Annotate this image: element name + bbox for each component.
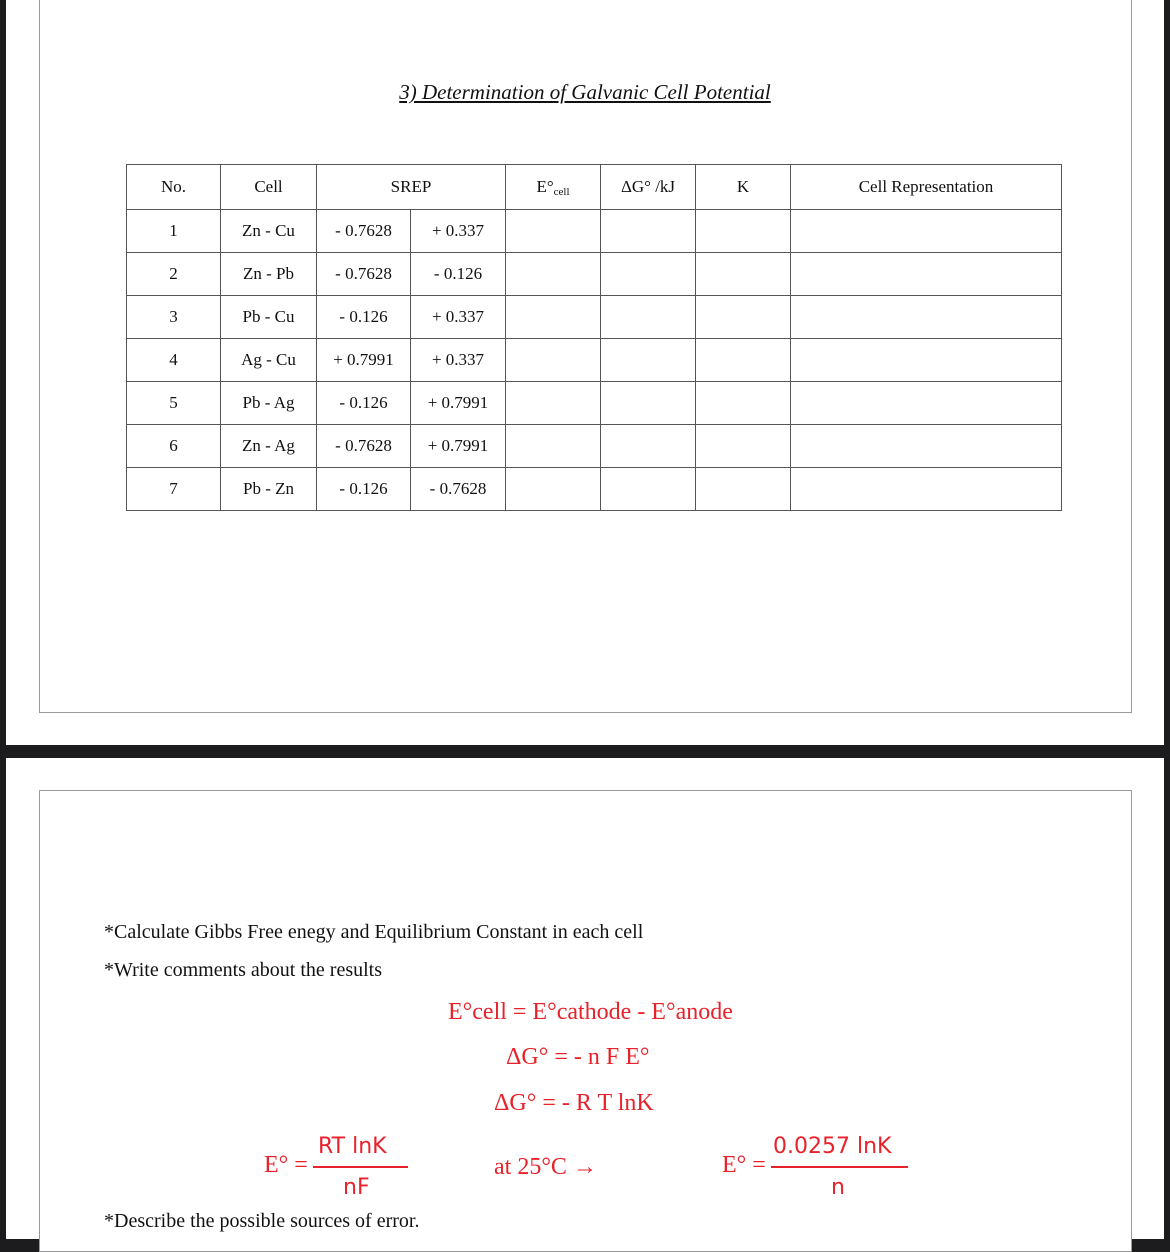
row-representation-blank[interactable] [791, 210, 1062, 253]
row-dg-blank[interactable] [601, 339, 696, 382]
row-ecell-blank[interactable] [506, 253, 601, 296]
galvanic-cell-table [126, 164, 1062, 511]
fraction-bar [771, 1166, 908, 1168]
row-dg-blank[interactable] [601, 253, 696, 296]
row-representation-blank[interactable] [791, 425, 1062, 468]
row-representation-blank[interactable] [791, 468, 1062, 511]
row-dg-blank[interactable] [601, 296, 696, 339]
row-dg-blank[interactable] [601, 382, 696, 425]
table-row [127, 253, 1062, 296]
row-k-blank[interactable] [696, 296, 791, 339]
worksheet-page-2 [6, 758, 1164, 1239]
table-row [127, 382, 1062, 425]
row-ecell-blank[interactable] [506, 210, 601, 253]
row-srep-anode: - 0.7628 [317, 210, 411, 253]
row-cell: Ag - Cu [221, 339, 317, 382]
row-no: 6 [127, 425, 221, 468]
row-cell: Zn - Cu [221, 210, 317, 253]
instruction-comments: *Write comments about the results [104, 959, 383, 981]
table-row [127, 210, 1062, 253]
fraction-n-denominator: n [831, 1175, 845, 1200]
header-cell: Cell [221, 165, 317, 210]
instruction-calculate: *Calculate Gibbs Free enegy and Equilibrium Constant in each cell [104, 921, 644, 943]
header-ecell [506, 165, 601, 210]
row-ecell-blank[interactable] [506, 468, 601, 511]
fraction-nf-denominator: nF [343, 1175, 370, 1200]
instruction-errors: *Describe the possible sources of error. [104, 1210, 420, 1232]
header-ecell-sub: cell [553, 185, 570, 198]
header-cell-representation: Cell Representation [791, 165, 1062, 210]
row-srep-cathode: + 0.337 [411, 210, 506, 253]
row-srep-cathode: + 0.7991 [411, 425, 506, 468]
row-srep-anode: - 0.126 [317, 468, 411, 511]
row-representation-blank[interactable] [791, 296, 1062, 339]
row-no: 5 [127, 382, 221, 425]
row-srep-cathode: + 0.337 [411, 296, 506, 339]
row-representation-blank[interactable] [791, 382, 1062, 425]
equation-dg-rtlnk: ΔG° = - R T lnK [494, 1090, 654, 1116]
row-representation-blank[interactable] [791, 253, 1062, 296]
row-k-blank[interactable] [696, 468, 791, 511]
header-no: No. [127, 165, 221, 210]
section-title: 3) Determination of Galvanic Cell Potential [399, 80, 771, 104]
row-ecell-blank[interactable] [506, 382, 601, 425]
row-k-blank[interactable] [696, 425, 791, 468]
row-cell: Pb - Zn [221, 468, 317, 511]
row-srep-anode: + 0.7991 [317, 339, 411, 382]
row-srep-anode: - 0.126 [317, 382, 411, 425]
fraction-bar [313, 1166, 408, 1168]
row-no: 3 [127, 296, 221, 339]
row-no: 2 [127, 253, 221, 296]
row-ecell-blank[interactable] [506, 339, 601, 382]
row-no: 1 [127, 210, 221, 253]
row-cell: Pb - Cu [221, 296, 317, 339]
row-no: 4 [127, 339, 221, 382]
row-cell: Pb - Ag [221, 382, 317, 425]
row-srep-anode: - 0.7628 [317, 425, 411, 468]
header-dg: ΔG° /kJ [601, 165, 696, 210]
equation-ecell: E°cell = E°cathode - E°anode [448, 999, 733, 1025]
row-representation-blank[interactable] [791, 339, 1062, 382]
table-row [127, 296, 1062, 339]
row-srep-anode: - 0.126 [317, 296, 411, 339]
row-k-blank[interactable] [696, 253, 791, 296]
row-k-blank[interactable] [696, 339, 791, 382]
worksheet-page-1 [6, 0, 1164, 745]
row-ecell-blank[interactable] [506, 425, 601, 468]
row-srep-cathode: - 0.7628 [411, 468, 506, 511]
fraction-0257-lnk-numerator: 0.0257 lnK [773, 1134, 892, 1159]
equation-e-lhs: E° = [264, 1152, 308, 1178]
table-row [127, 425, 1062, 468]
fraction-rt-lnk-numerator: RT lnK [318, 1134, 387, 1159]
row-srep-anode: - 0.7628 [317, 253, 411, 296]
row-dg-blank[interactable] [601, 210, 696, 253]
table-row [127, 468, 1062, 511]
row-cell: Zn - Ag [221, 425, 317, 468]
row-ecell-blank[interactable] [506, 296, 601, 339]
row-k-blank[interactable] [696, 210, 791, 253]
row-k-blank[interactable] [696, 382, 791, 425]
row-srep-cathode: + 0.7991 [411, 382, 506, 425]
row-dg-blank[interactable] [601, 425, 696, 468]
equation-at-25c: at 25°C → [494, 1154, 597, 1180]
table-header-row [127, 165, 1062, 210]
equation-e-lhs-2: E° = [722, 1152, 766, 1178]
header-ecell-main: E° [536, 176, 554, 196]
header-srep: SREP [317, 165, 506, 210]
row-cell: Zn - Pb [221, 253, 317, 296]
row-srep-cathode: - 0.126 [411, 253, 506, 296]
table-row [127, 339, 1062, 382]
row-dg-blank[interactable] [601, 468, 696, 511]
row-srep-cathode: + 0.337 [411, 339, 506, 382]
row-no: 7 [127, 468, 221, 511]
equation-dg-nfe: ΔG° = - n F E° [506, 1044, 650, 1070]
header-k: K [696, 165, 791, 210]
